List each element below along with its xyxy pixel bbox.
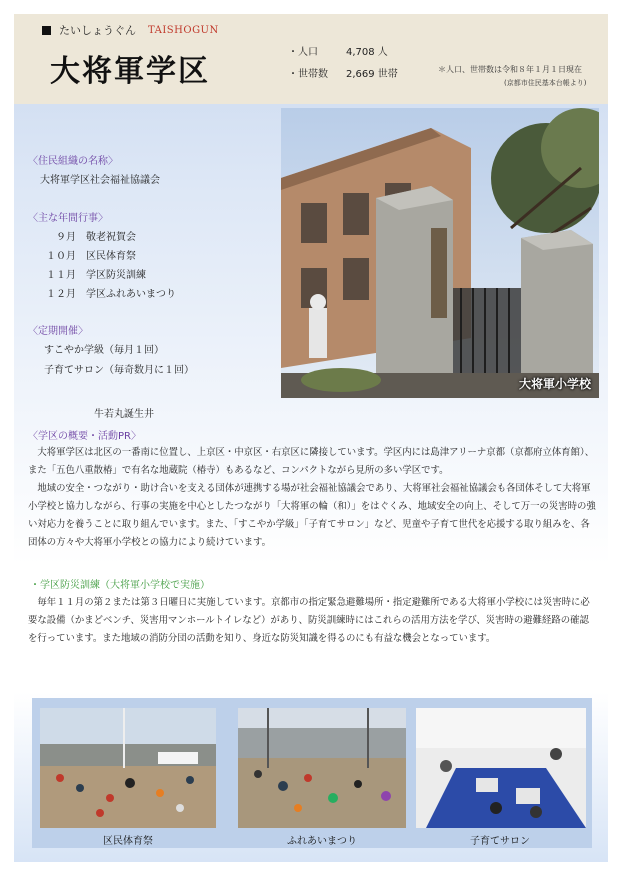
events-heading: 〈主な年間行事〉	[28, 213, 108, 224]
district-roman: TAISHOGUN	[148, 24, 219, 36]
regular-item: 子育てサロン（毎奇数月に１回）	[44, 365, 194, 376]
regular-heading: 〈定期開催〉	[28, 326, 88, 337]
sports-festival-photo	[40, 708, 216, 828]
regular-item: すこやか学級（毎月１回）	[44, 345, 164, 356]
page	[14, 14, 608, 862]
stats	[288, 42, 398, 86]
overview-heading: 〈学区の概要・活動PR〉	[28, 431, 141, 442]
drill-heading: ・学区防災訓練（大将軍小学校で実施）	[30, 580, 210, 591]
event-item: １０月 区民体育祭	[46, 251, 136, 262]
drill-text	[28, 594, 596, 648]
gallery-caption: ふれあいまつり	[287, 836, 357, 847]
org-name: 大将軍学区社会福祉協議会	[40, 175, 160, 186]
population-label: ・人口	[288, 47, 318, 58]
overview-text	[28, 444, 596, 552]
parenting-salon-image	[416, 708, 586, 828]
sports-festival-image	[40, 708, 216, 828]
households-label: ・世帯数	[288, 69, 328, 80]
households-value: 2,669 世帯	[346, 69, 398, 80]
festival-photo	[238, 708, 406, 828]
event-item: ９月 敬老祝賀会	[56, 232, 136, 243]
school-gate-image	[281, 108, 599, 398]
overview-paragraph: 大将軍学区は北区の一番南に位置し、上京区・中京区・右京区に隣接しています。学区内には島津アリーナ京都（京都府立体育館）、また「五色八重散椿」で有名な地蔵院（椿寺）もあるなど、コンパクトながら見所の多い学区です。	[28, 447, 595, 476]
kana-row	[42, 22, 219, 38]
event-item: １２月 学区ふれあいまつり	[46, 289, 176, 300]
school-photo	[281, 108, 599, 398]
population-value: 4,708 人	[346, 47, 388, 58]
header	[14, 14, 608, 104]
district-kana: たいしょうぐん	[59, 24, 136, 37]
school-photo-label: 大将軍小学校	[518, 377, 591, 391]
stats-source: (京都市住民基本台帳より)	[504, 79, 587, 87]
parenting-salon-photo	[416, 708, 586, 828]
gallery-caption: 区民体育祭	[103, 836, 153, 847]
org-heading: 〈住民組織の名称〉	[28, 156, 118, 167]
stats-note: ＊人口、世帯数は令和８年１月１日現在	[438, 65, 582, 74]
festival-image	[238, 708, 406, 828]
overview-paragraph: 地域の安全・つながり・助け合いを支える団体が連携する場が社会福祉協議会であり、大将軍社会福祉協議会も各団体そして大将軍小学校と協力しながら、行事の実施を中心としたつながり「大将軍の輪（和）」をはぐくみ、地域安全の向上、そして万一の災害時の強い対応力を養うことに取り組んでいます。また、「すこやか学級」「子育てサロン」など、児童や子育て世代を応援する取り組みを、各団体の方々や大将軍小学校との協力により続けています。	[28, 483, 596, 548]
well-caption: 牛若丸誕生井	[94, 409, 154, 420]
drill-paragraph: 毎年１１月の第２または第３日曜日に実施しています。京都市の指定緊急避難場所・指定避難所である大将軍小学校には災害時に必要な設備（かまどベンチ、災害用マンホールトイレなど）があり、防災訓練時にはこれらの活用方法を学び、災害時の避難経路の確認を行っています。また地域の消防分団の活動を知り、身近な防災知識を得るのにも有益な機会となっています。	[28, 597, 590, 644]
district-title: 大将軍学区	[50, 54, 210, 89]
gallery-caption: 子育てサロン	[470, 836, 530, 847]
square-bullet-icon	[42, 26, 51, 35]
event-item: １１月 学区防災訓練	[46, 270, 146, 281]
